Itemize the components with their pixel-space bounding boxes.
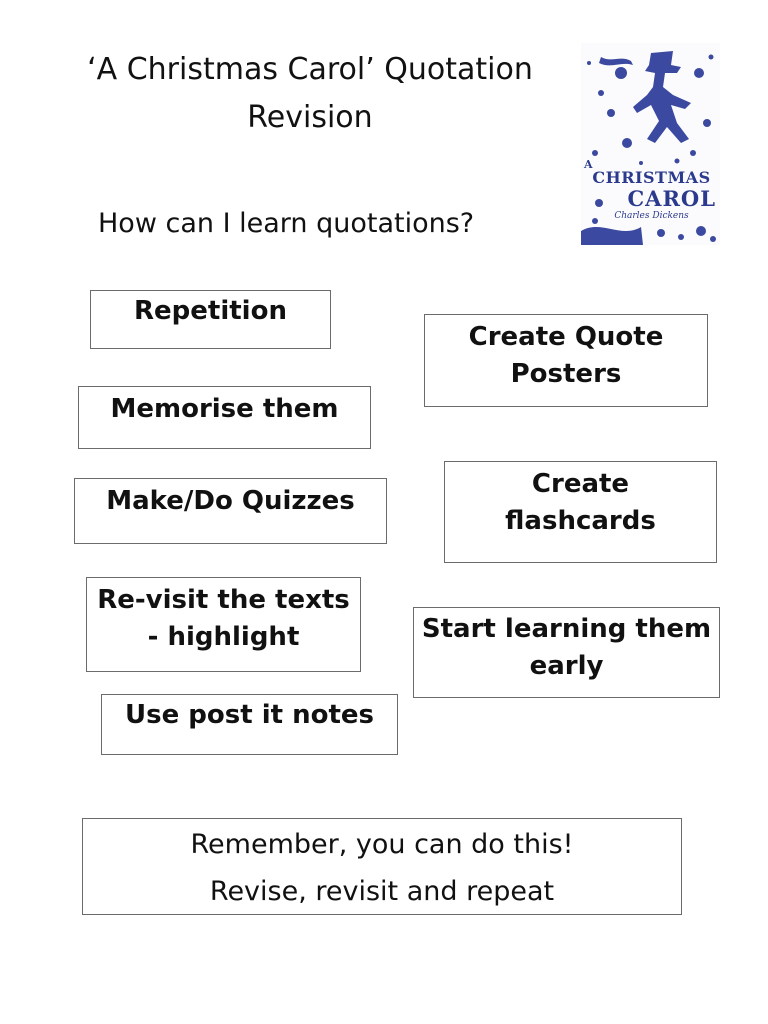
strategy-quizzes bbox=[74, 478, 387, 544]
strategy-label-line-1: Re-visit the texts bbox=[97, 585, 350, 615]
title-line-2: Revision bbox=[247, 100, 373, 135]
strategy-repetition bbox=[90, 290, 331, 349]
encouragement-line-1: Remember, you can do this! bbox=[190, 829, 574, 860]
strategy-label-line-1: Create bbox=[531, 469, 630, 499]
strategy-start-early bbox=[413, 607, 720, 698]
strategy-label-line-1: Create Quote bbox=[468, 322, 664, 352]
encouragement-box bbox=[82, 818, 682, 915]
strategy-label: Use post it notes bbox=[124, 700, 374, 730]
strategy-post-it-notes bbox=[101, 694, 398, 755]
strategy-label-line-2: - highlight bbox=[147, 622, 300, 652]
question-heading: How can I learn quotations? bbox=[98, 208, 475, 239]
cover-title-line-2: CAROL bbox=[627, 186, 716, 211]
strategy-label-line-2: Posters bbox=[510, 359, 622, 389]
book-cover-image bbox=[581, 43, 720, 245]
strategy-label: Memorise them bbox=[110, 394, 339, 424]
page-title bbox=[40, 46, 580, 142]
strategy-flashcards bbox=[444, 461, 717, 563]
strategy-label: Repetition bbox=[134, 296, 287, 326]
cover-title-line-1: CHRISTMAS bbox=[592, 168, 711, 187]
title-line-1: ‘A Christmas Carol’ Quotation bbox=[87, 52, 533, 87]
strategy-revisit-texts bbox=[86, 577, 361, 672]
encouragement-line-2: Revise, revisit and repeat bbox=[209, 876, 555, 907]
strategy-label-line-2: flashcards bbox=[505, 506, 656, 536]
cover-small-word: A bbox=[584, 158, 593, 171]
strategy-label-line-1: Start learning them bbox=[421, 614, 712, 644]
cover-author: Charles Dickens bbox=[614, 211, 689, 221]
strategy-memorise bbox=[78, 386, 371, 449]
strategy-label: Make/Do Quizzes bbox=[106, 486, 355, 516]
strategy-label-line-2: early bbox=[529, 651, 604, 681]
strategy-quote-posters bbox=[424, 314, 708, 407]
